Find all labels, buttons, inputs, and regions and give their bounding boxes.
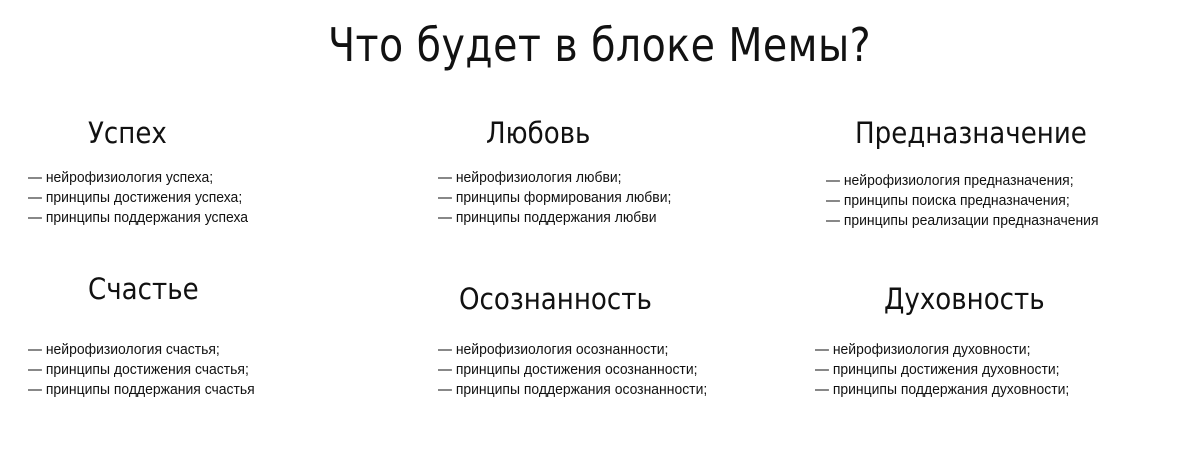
block-title-mindfulness: Осознанность: [459, 282, 652, 316]
block-title-success: Успех: [88, 116, 167, 150]
list-item: — нейрофизиология осознанности;: [438, 341, 669, 358]
list-item: — нейрофизиология духовности;: [815, 341, 1031, 358]
list-item: — принципы достижения осознанности;: [438, 361, 698, 378]
block-list-spirituality: [815, 340, 1069, 400]
page-title: Что будет в блоке Мемы?: [327, 18, 872, 72]
list-item: — принципы поддержания любви: [438, 209, 657, 226]
list-item: — нейрофизиология предназначения;: [826, 172, 1074, 189]
list-item: — нейрофизиология успеха;: [28, 169, 214, 186]
block-title-happiness: Счастье: [88, 272, 199, 306]
block-list-love: [438, 168, 671, 228]
list-item: — нейрофизиология счастья;: [28, 341, 220, 358]
list-item: — принципы поддержания счастья: [28, 381, 255, 398]
block-title-love: Любовь: [486, 116, 591, 150]
list-item: — принципы достижения успеха;: [28, 189, 243, 206]
block-list-mindfulness: [438, 340, 707, 400]
list-item: — принципы поддержания духовности;: [815, 381, 1070, 398]
list-item: — нейрофизиология любви;: [438, 169, 622, 186]
block-title-purpose: Предназначение: [855, 116, 1087, 150]
block-list-purpose: [826, 171, 1099, 231]
block-title-spirituality: Духовность: [884, 282, 1045, 316]
list-item: — принципы поддержания осознанности;: [438, 381, 708, 398]
list-item: — принципы реализации предназначения: [826, 212, 1099, 229]
list-item: — принципы поддержания успеха: [28, 209, 249, 226]
list-item: — принципы формирования любви;: [438, 189, 672, 206]
list-item: — принципы достижения счастья;: [28, 361, 249, 378]
list-item: — принципы достижения духовности;: [815, 361, 1060, 378]
block-list-success: [28, 168, 248, 228]
list-item: — принципы поиска предназначения;: [826, 192, 1070, 209]
block-list-happiness: [28, 340, 255, 400]
